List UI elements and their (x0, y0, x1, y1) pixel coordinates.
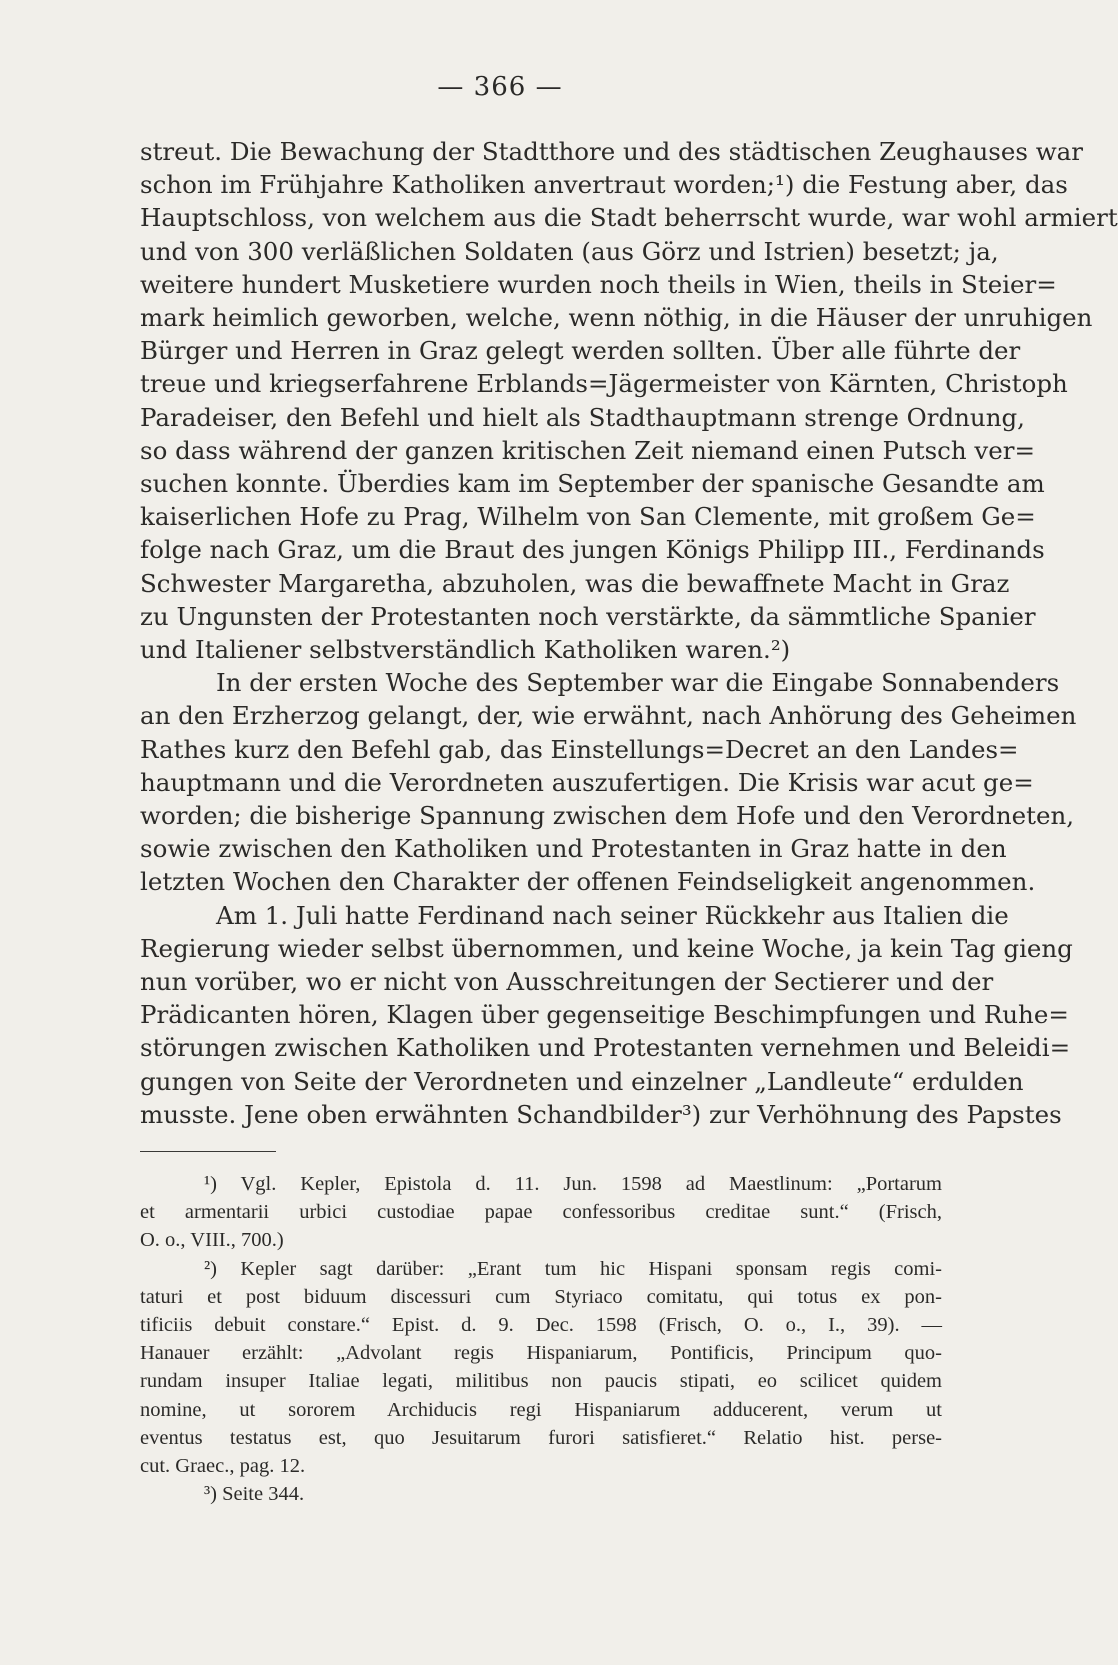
text-line: musste. Jene oben erwähnten Schandbilder³) zur Verhöhnung des Papstes (140, 1099, 1062, 1129)
footnote-line: tificiis debuit constare.“ Epist. d. 9. Dec. 1598 (Frisch, O. o., I., 39). — (140, 1314, 942, 1337)
text-line: Paradeiser, den Befehl und hielt als Stadthauptmann strenge Ordnung, (140, 402, 1025, 432)
footnotes (140, 1170, 942, 1508)
text-line: schon im Frühjahre Katholiken anvertraut worden;¹) die Festung aber, das (140, 170, 1068, 200)
footnote (140, 1480, 942, 1508)
text-line: streut. Die Bewachung der Stadtthore und des städtischen Zeughauses war (140, 137, 1083, 166)
footnote-line: cut. Graec., pag. 12. (140, 1455, 306, 1478)
footnote-line: ¹) Vgl. Kepler, Epistola d. 11. Jun. 1598 ad Maestlinum: „Portarum (204, 1173, 942, 1195)
footnote-line: et armentarii urbici custodiae papae confessoribus creditae sunt.“ (Frisch, (140, 1201, 942, 1224)
main-text (140, 135, 1118, 1131)
footnote-line: nomine, ut sororem Archiducis regi Hispaniarum adducerent, verum ut (140, 1398, 942, 1421)
text-line: und Italiener selbstverständlich Katholiken waren.²) (140, 635, 791, 665)
footnote-separator (140, 1151, 276, 1152)
footnote-line: eventus testatus est, quo Jesuitarum furori satisfieret.“ Relatio hist. perse- (140, 1426, 942, 1449)
text-line: treue und kriegserfahrene Erblands=Jägermeister von Kärnten, Christoph (140, 369, 1068, 399)
text-line: störungen zwischen Katholiken und Protestanten vernehmen und Beleidi= (140, 1033, 1071, 1063)
footnote-line: O. o., VIII., 700.) (140, 1229, 284, 1252)
text-line: In der ersten Woche des September war die Eingabe Sonnabenders (216, 668, 1060, 698)
text-line: folge nach Graz, um die Braut des jungen Königs Philipp III., Ferdinands (140, 535, 1045, 565)
footnote-line: ²) Kepler sagt darüber: „Erant tum hic Hispani sponsam regis comi- (204, 1257, 942, 1280)
text-line: nun vorüber, wo er nicht von Ausschreitungen der Sectierer und der (140, 967, 994, 997)
text-line: Rathes kurz den Befehl gab, das Einstellungs=Decret an den Landes= (140, 734, 1019, 764)
text-line: Hauptschloss, von welchem aus die Stadt beherrscht wurde, war wohl armiert (140, 203, 1118, 233)
text-line: Am 1. Juli hatte Ferdinand nach seiner Rückkehr aus Italien die (216, 900, 1009, 930)
text-line: Prädicanten hören, Klagen über gegenseitige Beschimpfungen und Ruhe= (140, 1000, 1069, 1030)
footnote-line: taturi et post biduum discessuri cum Styriaco comitatu, qui totus ex pon- (140, 1285, 942, 1308)
page-number: — 366 — (437, 72, 563, 102)
text-line: Schwester Margaretha, abzuholen, was die bewaffnete Macht in Graz (140, 568, 1010, 598)
text-line: so dass während der ganzen kritischen Zeit niemand einen Putsch ver= (140, 435, 1036, 465)
footnote (140, 1255, 942, 1481)
text-line: suchen konnte. Überdies kam im September der spanische Gesandte am (140, 469, 1045, 499)
text-line: zu Ungunsten der Protestanten noch verstärkte, da sämmtliche Spanier (140, 601, 1036, 631)
text-line: kaiserlichen Hofe zu Prag, Wilhelm von San Clemente, mit großem Ge= (140, 502, 1036, 532)
text-line: gungen von Seite der Verordneten und einzelner „Landleute“ erdulden (140, 1066, 1024, 1096)
text-line: Bürger und Herren in Graz gelegt werden sollten. Über alle führte der (140, 336, 1021, 366)
footnote-line: ³) Seite 344. (204, 1483, 305, 1506)
text-line: hauptmann und die Verordneten auszufertigen. Die Krisis war acut ge= (140, 767, 1034, 797)
footnote (140, 1170, 942, 1255)
text-line: worden; die bisherige Spannung zwischen dem Hofe und den Verordneten, (140, 801, 1075, 831)
text-line: an den Erzherzog gelangt, der, wie erwähnt, nach Anhörung des Geheimen (140, 701, 1077, 731)
text-line: und von 300 verläßlichen Soldaten (aus Görz und Istrien) besetzt; ja, (140, 236, 999, 266)
footnote-line: rundam insuper Italiae legati, militibus non paucis stipati, eo scilicet quidem (140, 1370, 942, 1393)
text-line: mark heimlich geworben, welche, wenn nöthig, in die Häuser der unruhigen (140, 303, 1093, 333)
text-line: Regierung wieder selbst übernommen, und keine Woche, ja kein Tag gieng (140, 933, 1073, 963)
footnote-line: Hanauer erzählt: „Advolant regis Hispaniarum, Pontificis, Principum quo- (140, 1342, 942, 1365)
text-line: letzten Wochen den Charakter der offenen Feindseligkeit angenommen. (140, 867, 1036, 897)
text-line: sowie zwischen den Katholiken und Protestanten in Graz hatte in den (140, 834, 1007, 864)
text-line: weitere hundert Musketiere wurden noch theils in Wien, theils in Steier= (140, 269, 1057, 299)
